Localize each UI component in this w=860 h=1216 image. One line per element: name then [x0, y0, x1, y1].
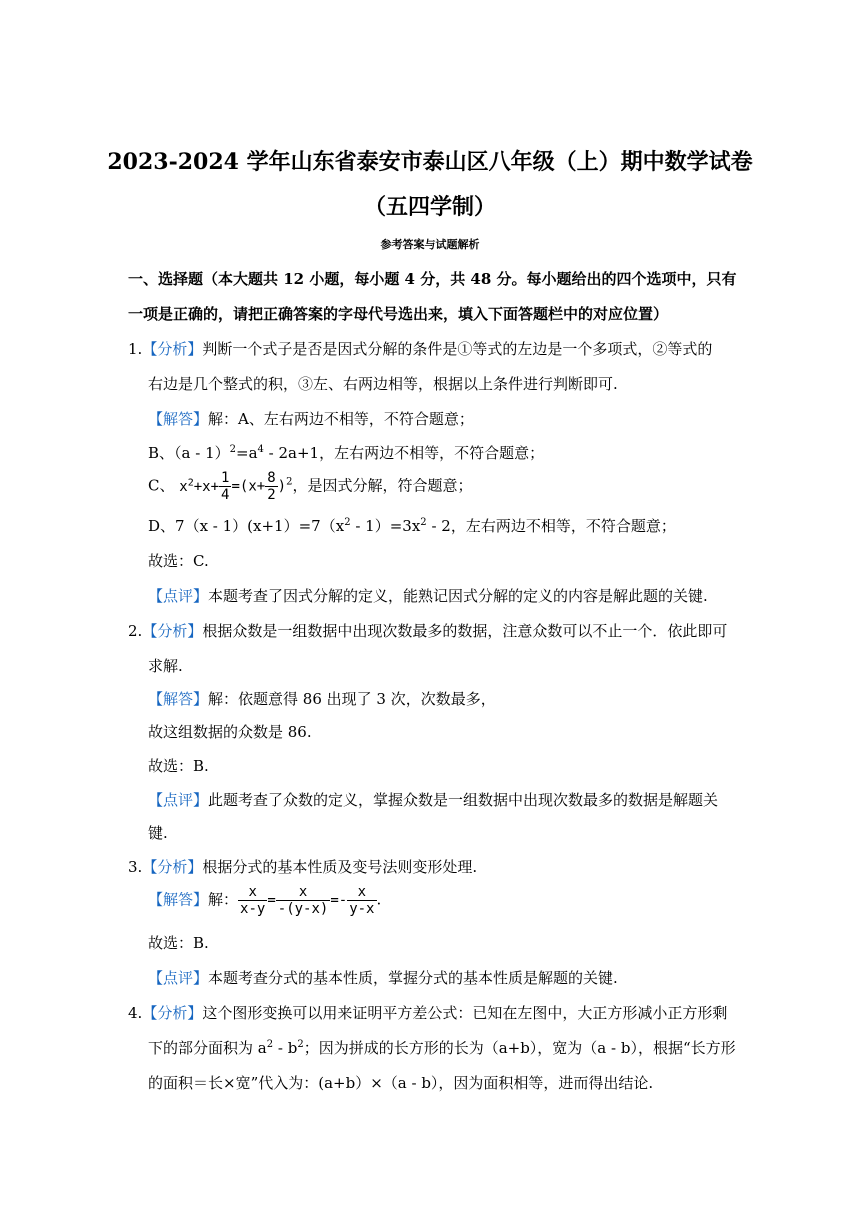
q1-comment: 【点评】本题考查了因式分解的定义，能熟记因式分解的定义的内容是解此题的关键.: [148, 587, 708, 605]
q2-solution-label: 【解答】: [148, 690, 209, 708]
page-title-line2: （五四学制）: [363, 194, 496, 220]
q1-solution-label: 【解答】: [148, 410, 209, 428]
q2-analysis-line2: 求解.: [148, 657, 183, 675]
q1-solution-line-d: D、$7(x - 1)(x+1)=7(x^2 - 1)=3x^2 - 2$，左右两边不相等，不符合题意；: [148, 517, 676, 535]
q1-fraction-one-quarter: $\frac{1}{4}$: [221, 470, 230, 503]
q3-fraction-1: $\frac{x}{x-y}$: [240, 884, 266, 917]
q3-comment-label: 【点评】: [148, 969, 209, 987]
q1-fraction-eight-halves: $\frac{8}{2}$: [267, 470, 276, 503]
section-heading-line1: 一、选择题（本大题共 12 小题，每小题 4 分，共 48 分。每小题给出的四个选项中，只有: [128, 270, 737, 288]
q2-choice: 故选：B.: [148, 757, 209, 775]
q3-fraction-3: $\frac{x}{y-x}$: [349, 884, 375, 917]
q2-analysis-line1: 2.【分析】根据众数是一组数据中出现次数最多的数据，注意众数可以不止一个．依此即可: [128, 622, 728, 640]
q3-solution: 【解答】解： $\frac{x}{x-y}$ = $\frac{x}{-(y-x)}$ =- $\frac{x}{y-x}$ .: [148, 884, 382, 917]
q2-solution-line2: 故这组数据的众数是 86.: [148, 723, 312, 741]
q1-analysis-line1: 1.【分析】判断一个式子是否是因式分解的条件是①等式的左边是一个多项式，②等式的: [128, 340, 713, 358]
q2-number: 2.: [128, 622, 143, 640]
q1-solution-line-c: C、 $x^2+x+$ $\frac{1}{4}$ =(x+ $\frac{8}{2}$ )$^2$，是因式分解，符合题意；: [148, 470, 473, 503]
q1-analysis-label: 【分析】: [142, 340, 203, 358]
q1-choice: 故选：C.: [148, 552, 209, 570]
page-title-line1: 2023-2024 学年山东省泰安市泰山区八年级（上）期中数学试卷: [107, 149, 753, 175]
q2-comment-line1: 【点评】此题考查了众数的定义，掌握众数是一组数据中出现次数最多的数据是解题关: [148, 791, 719, 809]
section-heading-line2: 一项是正确的，请把正确答案的字母代号选出来，填入下面答题栏中的对应位置）: [128, 305, 669, 323]
q4-analysis-line3: 的面积＝长×宽”代入为：(a+b）×（a - b），因为面积相等，进而得出结论.: [148, 1074, 654, 1092]
q4-analysis-line1: 4.【分析】这个图形变换可以用来证明平方差公式：已知在左图中，大正方形减小正方形剩: [128, 1004, 728, 1022]
q3-solution-label: 【解答】: [148, 890, 209, 909]
q4-analysis-line2: 下的部分面积为 $a^2 - b^2$；因为拼成的长方形的长为（a+b），宽为（a - b），根据“长方形: [148, 1039, 736, 1057]
q1-number: 1.: [128, 340, 143, 358]
q2-comment-line2: 键.: [148, 824, 168, 842]
q2-analysis-label: 【分析】: [142, 622, 203, 640]
q2-comment-label: 【点评】: [148, 791, 209, 809]
q3-choice: 故选：B.: [148, 934, 209, 952]
q1-solution-line1: 【解答】解：A、左右两边不相等，不符合题意；: [148, 410, 474, 428]
q3-analysis-label: 【分析】: [142, 858, 203, 876]
q2-solution-line1: 【解答】解：依题意得 86 出现了 3 次，次数最多，: [148, 690, 496, 708]
q3-comment: 【点评】本题考查分式的基本性质，掌握分式的基本性质是解题的关键.: [148, 969, 618, 987]
q3-analysis: 3.【分析】根据分式的基本性质及变号法则变形处理.: [128, 858, 478, 876]
q3-fraction-2: $\frac{x}{-(y-x)}$: [277, 884, 329, 917]
q1-solution-line-b: B、$(a - 1)^2=a^4 - 2a+1$，左右两边不相等，不符合题意；: [148, 444, 545, 462]
q3-number: 3.: [128, 858, 143, 876]
q1-comment-label: 【点评】: [148, 587, 209, 605]
q4-analysis-label: 【分析】: [142, 1004, 203, 1022]
page-subtitle: 参考答案与试题解析: [380, 238, 480, 251]
q4-number: 4.: [128, 1004, 143, 1022]
q1-analysis-line2: 右边是几个整式的积，③左、右两边相等，根据以上条件进行判断即可.: [148, 375, 618, 393]
